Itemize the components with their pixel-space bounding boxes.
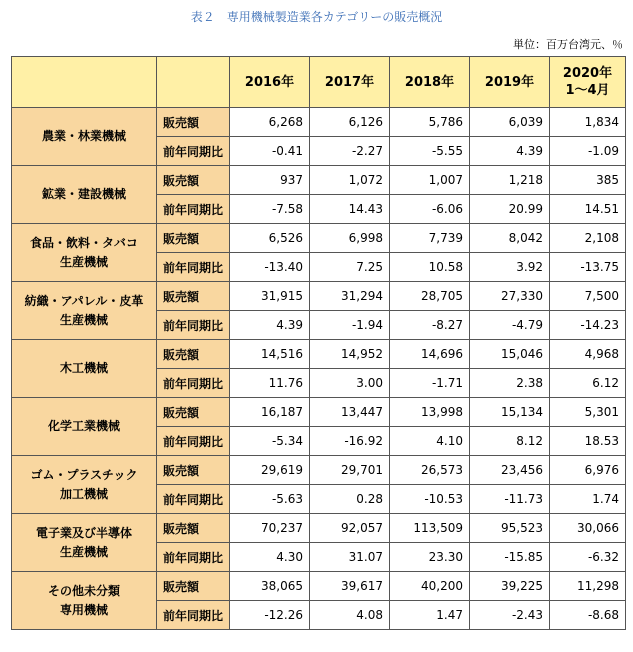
- sales-value-cell: 29,701: [310, 456, 390, 485]
- sales-value-cell: 27,330: [470, 282, 550, 311]
- sales-value-cell: 4,968: [550, 340, 626, 369]
- metric-label-yoy: 前年同期比: [157, 253, 230, 282]
- yoy-value-cell: 14.51: [550, 195, 626, 224]
- yoy-value-cell: -13.75: [550, 253, 626, 282]
- metric-label-yoy: 前年同期比: [157, 601, 230, 630]
- yoy-value-cell: -7.58: [230, 195, 310, 224]
- sales-value-cell: 1,834: [550, 108, 626, 137]
- metric-label-sales: 販売額: [157, 456, 230, 485]
- column-header: 2019年: [470, 57, 550, 108]
- yoy-value-cell: -10.53: [390, 485, 470, 514]
- yoy-value-cell: 4.30: [230, 543, 310, 572]
- column-header: 2018年: [390, 57, 470, 108]
- column-header: 2020年 1～4月: [550, 57, 626, 108]
- metric-label-yoy: 前年同期比: [157, 543, 230, 572]
- yoy-value-cell: 1.74: [550, 485, 626, 514]
- yoy-value-cell: 23.30: [390, 543, 470, 572]
- yoy-value-cell: -1.71: [390, 369, 470, 398]
- yoy-value-cell: -8.68: [550, 601, 626, 630]
- sales-value-cell: 385: [550, 166, 626, 195]
- yoy-value-cell: 4.08: [310, 601, 390, 630]
- sales-value-cell: 6,998: [310, 224, 390, 253]
- sales-value-cell: 23,456: [470, 456, 550, 485]
- sales-value-cell: 6,268: [230, 108, 310, 137]
- sales-value-cell: 13,998: [390, 398, 470, 427]
- table-row: [12, 224, 626, 253]
- sales-value-cell: 7,500: [550, 282, 626, 311]
- metric-label-sales: 販売額: [157, 398, 230, 427]
- sales-value-cell: 39,225: [470, 572, 550, 601]
- yoy-value-cell: 2.38: [470, 369, 550, 398]
- sales-value-cell: 11,298: [550, 572, 626, 601]
- yoy-value-cell: -6.32: [550, 543, 626, 572]
- yoy-value-cell: -14.23: [550, 311, 626, 340]
- metric-label-yoy: 前年同期比: [157, 369, 230, 398]
- sales-value-cell: 6,126: [310, 108, 390, 137]
- yoy-value-cell: -6.06: [390, 195, 470, 224]
- sales-value-cell: 92,057: [310, 514, 390, 543]
- category-label: 電子業及び半導体 生産機械: [12, 514, 157, 572]
- yoy-value-cell: 18.53: [550, 427, 626, 456]
- table-row: [12, 108, 626, 137]
- yoy-value-cell: 1.47: [390, 601, 470, 630]
- sales-value-cell: 113,509: [390, 514, 470, 543]
- sales-value-cell: 6,526: [230, 224, 310, 253]
- yoy-value-cell: -1.94: [310, 311, 390, 340]
- metric-label-sales: 販売額: [157, 166, 230, 195]
- yoy-value-cell: -16.92: [310, 427, 390, 456]
- metric-label-yoy: 前年同期比: [157, 485, 230, 514]
- sales-value-cell: 5,786: [390, 108, 470, 137]
- sales-value-cell: 13,447: [310, 398, 390, 427]
- category-label: 化学工業機械: [12, 398, 157, 456]
- yoy-value-cell: -2.43: [470, 601, 550, 630]
- metric-label-sales: 販売額: [157, 224, 230, 253]
- table-title: 表２ 専用機械製造業各カテゴリーの販売概況: [190, 10, 443, 24]
- header-row: [12, 57, 626, 108]
- sales-value-cell: 15,046: [470, 340, 550, 369]
- yoy-value-cell: -1.09: [550, 137, 626, 166]
- metric-label-yoy: 前年同期比: [157, 195, 230, 224]
- metric-label-sales: 販売額: [157, 108, 230, 137]
- yoy-value-cell: 3.92: [470, 253, 550, 282]
- sales-value-cell: 1,007: [390, 166, 470, 195]
- yoy-value-cell: -2.27: [310, 137, 390, 166]
- table-row: [12, 282, 626, 311]
- category-label: その他未分類 専用機械: [12, 572, 157, 630]
- sales-table: [11, 56, 626, 630]
- yoy-value-cell: -8.27: [390, 311, 470, 340]
- sales-value-cell: 5,301: [550, 398, 626, 427]
- sales-value-cell: 31,294: [310, 282, 390, 311]
- yoy-value-cell: 7.25: [310, 253, 390, 282]
- metric-label-sales: 販売額: [157, 282, 230, 311]
- column-header: 2017年: [310, 57, 390, 108]
- header-corner: [12, 57, 157, 108]
- table-row: [12, 514, 626, 543]
- sales-value-cell: 1,072: [310, 166, 390, 195]
- yoy-value-cell: -12.26: [230, 601, 310, 630]
- metric-label-yoy: 前年同期比: [157, 137, 230, 166]
- sales-value-cell: 14,952: [310, 340, 390, 369]
- yoy-value-cell: -5.34: [230, 427, 310, 456]
- sales-value-cell: 31,915: [230, 282, 310, 311]
- sales-value-cell: 2,108: [550, 224, 626, 253]
- sales-value-cell: 8,042: [470, 224, 550, 253]
- yoy-value-cell: -5.63: [230, 485, 310, 514]
- header-corner-metric: [157, 57, 230, 108]
- sales-value-cell: 14,516: [230, 340, 310, 369]
- column-header: 2016年: [230, 57, 310, 108]
- table-row: [12, 572, 626, 601]
- category-label: 食品・飲料・タバコ 生産機械: [12, 224, 157, 282]
- yoy-value-cell: 4.39: [470, 137, 550, 166]
- yoy-value-cell: 3.00: [310, 369, 390, 398]
- table-row: [12, 456, 626, 485]
- yoy-value-cell: -4.79: [470, 311, 550, 340]
- yoy-value-cell: 11.76: [230, 369, 310, 398]
- yoy-value-cell: 8.12: [470, 427, 550, 456]
- yoy-value-cell: 4.39: [230, 311, 310, 340]
- yoy-value-cell: 0.28: [310, 485, 390, 514]
- yoy-value-cell: 6.12: [550, 369, 626, 398]
- yoy-value-cell: 4.10: [390, 427, 470, 456]
- category-label: 農業・林業機械: [12, 108, 157, 166]
- unit-label: 単位：百万台湾元、％: [513, 38, 623, 51]
- yoy-value-cell: 14.43: [310, 195, 390, 224]
- sales-value-cell: 95,523: [470, 514, 550, 543]
- sales-value-cell: 38,065: [230, 572, 310, 601]
- metric-label-yoy: 前年同期比: [157, 311, 230, 340]
- table-row: [12, 166, 626, 195]
- sales-value-cell: 1,218: [470, 166, 550, 195]
- sales-value-cell: 6,039: [470, 108, 550, 137]
- sales-value-cell: 6,976: [550, 456, 626, 485]
- yoy-value-cell: -11.73: [470, 485, 550, 514]
- yoy-value-cell: 20.99: [470, 195, 550, 224]
- sales-value-cell: 14,696: [390, 340, 470, 369]
- yoy-value-cell: -5.55: [390, 137, 470, 166]
- sales-value-cell: 7,739: [390, 224, 470, 253]
- metric-label-sales: 販売額: [157, 340, 230, 369]
- sales-value-cell: 30,066: [550, 514, 626, 543]
- sales-value-cell: 16,187: [230, 398, 310, 427]
- category-label: ゴム・プラスチック 加工機械: [12, 456, 157, 514]
- sales-value-cell: 40,200: [390, 572, 470, 601]
- yoy-value-cell: -0.41: [230, 137, 310, 166]
- category-label: 木工機械: [12, 340, 157, 398]
- table-body: [12, 108, 626, 630]
- sales-value-cell: 937: [230, 166, 310, 195]
- metric-label-sales: 販売額: [157, 572, 230, 601]
- metric-label-sales: 販売額: [157, 514, 230, 543]
- yoy-value-cell: 10.58: [390, 253, 470, 282]
- yoy-value-cell: 31.07: [310, 543, 390, 572]
- table-row: [12, 340, 626, 369]
- sales-value-cell: 39,617: [310, 572, 390, 601]
- category-label: 紡織・アパレル・皮革 生産機械: [12, 282, 157, 340]
- category-label: 鉱業・建設機械: [12, 166, 157, 224]
- sales-value-cell: 26,573: [390, 456, 470, 485]
- sales-value-cell: 15,134: [470, 398, 550, 427]
- table-row: [12, 398, 626, 427]
- yoy-value-cell: -15.85: [470, 543, 550, 572]
- yoy-value-cell: -13.40: [230, 253, 310, 282]
- metric-label-yoy: 前年同期比: [157, 427, 230, 456]
- sales-value-cell: 28,705: [390, 282, 470, 311]
- sales-value-cell: 29,619: [230, 456, 310, 485]
- sales-value-cell: 70,237: [230, 514, 310, 543]
